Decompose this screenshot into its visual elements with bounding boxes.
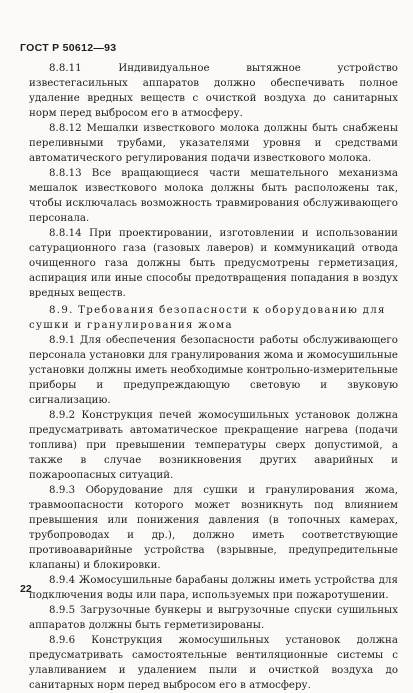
paragraph-8-8-13: 8.8.13 Все вращающиеся части мешательного механизма мешалок известкового молока должны быть расположены так, чтобы исключалась возможность травмирования обслуживающего персонала.	[29, 168, 398, 224]
page-number: 22	[20, 583, 32, 595]
paragraph-8-8-14: 8.8.14 При проектировании, изготовлении и использовании сатурационного газа (газовых лаверов) и коммуникаций отвода очищенного газа должны быть предусмотрены герметизация, аспирация или иные способы предотвращения попадания в воздух вредных веществ.	[29, 228, 398, 299]
paragraph-8-9-3: 8.9.3 Оборудование для сушки и гранулирования жома, травмоопасности которого может возникнуть под влиянием превышения или понижения давления (в топочных камерах, трубопроводах и др.), должно иметь соответствующие противоаварийные устройства (взрывные, предупредительные клапаны) и блокировки.	[29, 485, 398, 571]
paragraph-8-9-2: 8.9.2 Конструкция печей жомосушильных установок должна предусматривать автоматическое прекращение нагрева (подачи топлива) при превышении температуры сверх допустимой, а также в случае возникновения других аварийных и пожароопасных ситуаций.	[29, 410, 398, 481]
paragraph-8-9-6: 8.9.6 Конструкция жомосушильных установок должна предусматривать самостоятельные вентиляционные системы с улавливанием и удалением пыли и очисткой воздуха до санитарных норм перед выбросом его в атмосферу.	[29, 635, 398, 691]
paragraph-8-8-12: 8.8.12 Мешалки известкового молока должны быть снабжены переливными трубами, указателями уровня и средствами автоматического регулирования подачи известкового молока.	[29, 123, 398, 164]
paragraph-8-9-1: 8.9.1 Для обеспечения безопасности работы обслуживающего персонала установки для гранулирования жома и жомосушильные установки должны иметь необходимые контрольно-измерительные приборы и предупреждающую световую и звуковую сигнализацию.	[29, 335, 398, 406]
section-heading-8-9: 8.9. Требования безопасности к оборудованию для сушки и гранулирования жома	[29, 305, 386, 331]
document-body	[29, 61, 398, 693]
paragraph-8-9-5: 8.9.5 Загрузочные бункеры и выгрузочные спуски сушильных аппаратов должны быть герметизированы.	[29, 605, 398, 631]
document-header: ГОСТ Р 50612—93	[20, 42, 117, 54]
paragraph-8-9-4: 8.9.4 Жомосушильные барабаны должны иметь устройства для подключения воды или пара, используемых при пожаротушении.	[29, 575, 398, 601]
paragraph-8-8-11: 8.8.11 Индивидуальное вытяжное устройство известегасильных аппаратов должно обеспечивать полное удаление вредных веществ с очисткой воздуха до санитарных норм перед выбросом его в атмосферу.	[29, 63, 398, 119]
